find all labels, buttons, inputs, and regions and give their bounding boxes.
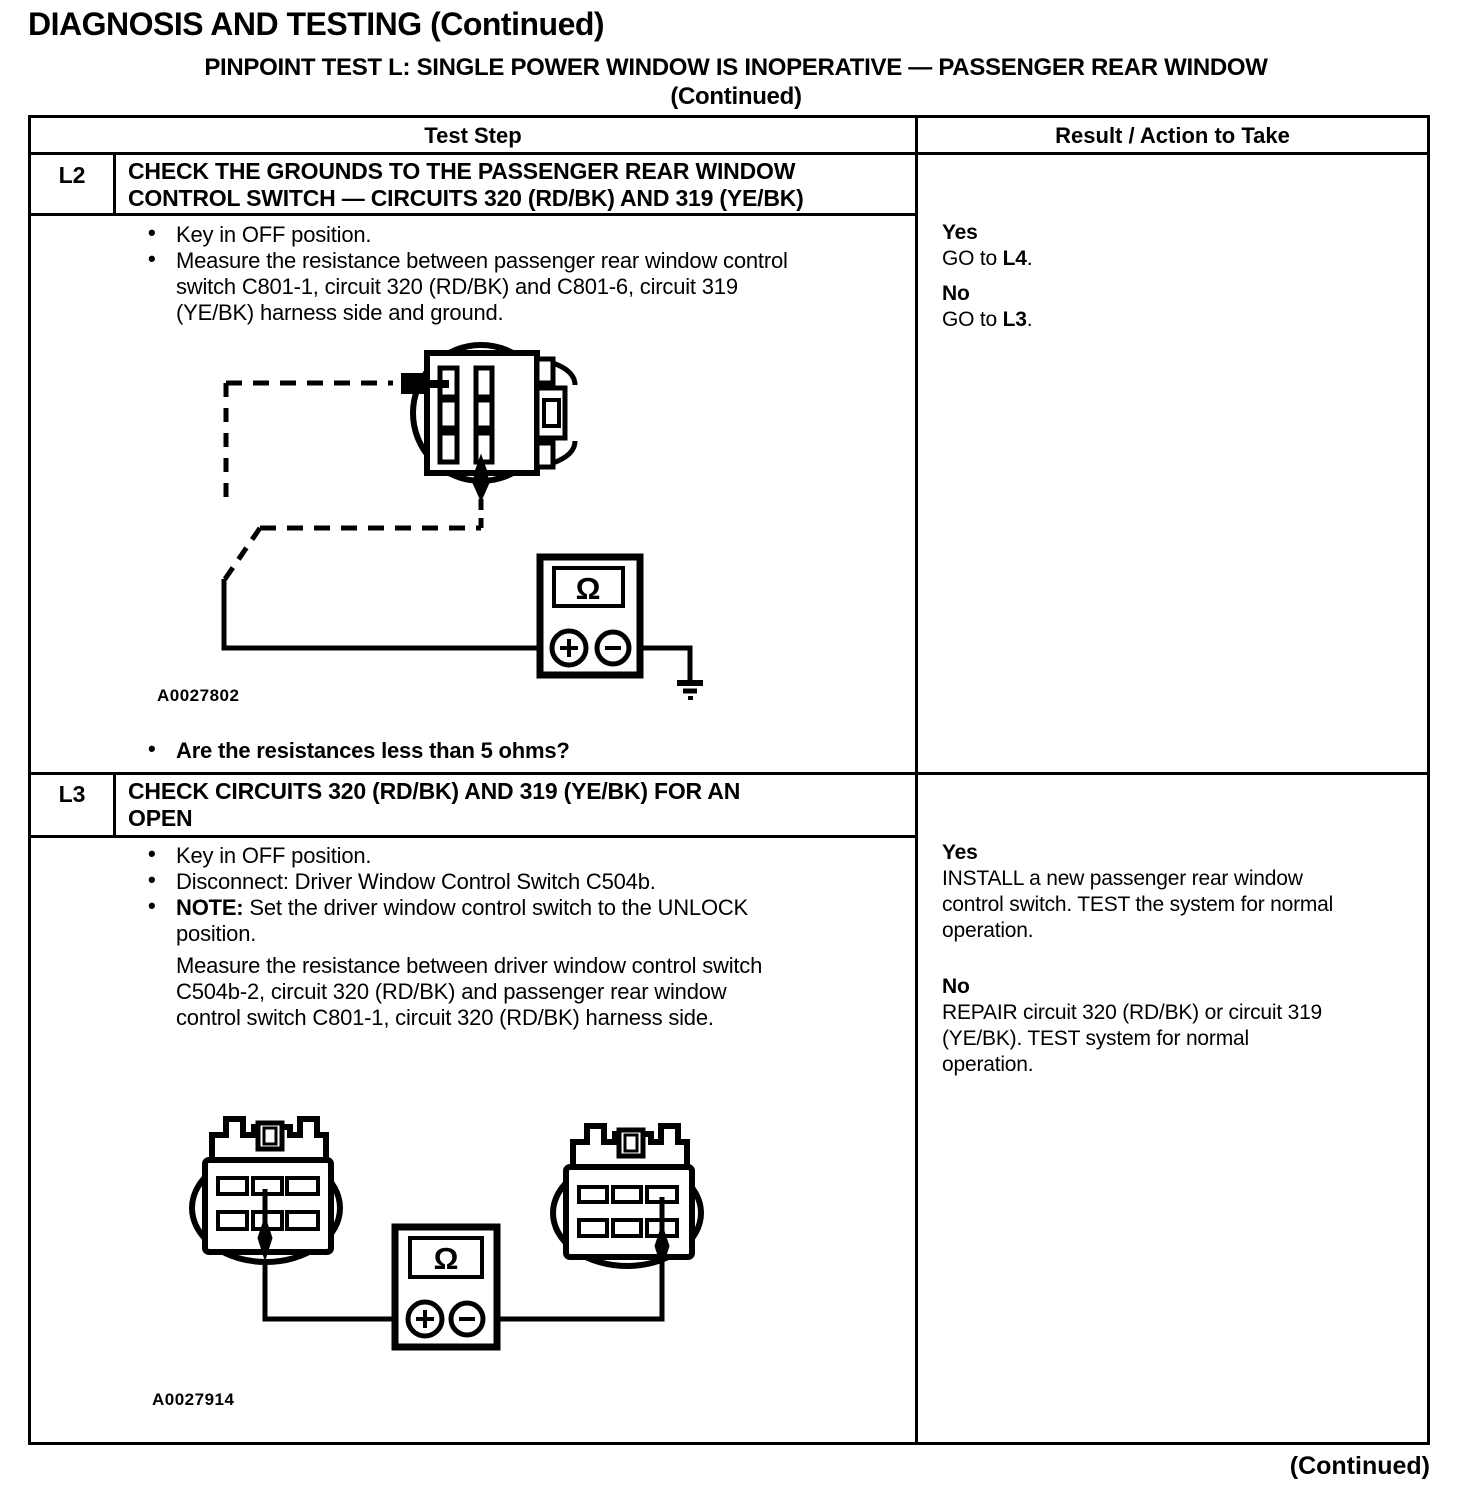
l2-id-divider: [113, 155, 116, 216]
ground-symbol-icon: [640, 648, 703, 698]
header-separator: [31, 152, 1427, 155]
ohmmeter: [395, 1227, 497, 1347]
l3-step-id: L3: [58, 781, 86, 807]
pinpoint-test-subtitle: PINPOINT TEST L: SINGLE POWER WINDOW IS INOPERATIVE — PASSENGER REAR WINDOW: [204, 54, 1268, 81]
ohm-symbol: Ω: [433, 1241, 459, 1276]
l3-para-line1: Measure the resistance between driver window control switch: [176, 953, 763, 978]
page-title: DIAGNOSIS AND TESTING (Continued): [28, 6, 605, 42]
l3-bullet2: Disconnect: Driver Window Control Switch C504b.: [176, 869, 656, 894]
l2-result-yes-action: GO to L4.: [942, 247, 1033, 270]
bullet-icon: •: [148, 220, 156, 245]
l3-title-line1: CHECK CIRCUITS 320 (RD/BK) AND 319 (YE/BK) FOR AN: [128, 778, 741, 804]
l2-title-line1: CHECK THE GROUNDS TO THE PASSENGER REAR WINDOW: [128, 158, 796, 184]
connector-c801-front-view: [553, 1126, 701, 1266]
l3-result-yes-line3: operation.: [942, 919, 1034, 942]
row-separator: [31, 772, 1427, 775]
ohm-symbol: Ω: [575, 571, 601, 606]
column-header-result-action: Result / Action to Take: [1055, 123, 1290, 148]
l3-continuity-test-diagram: [180, 1105, 720, 1355]
l2-bullet2-line2: switch C801-1, circuit 320 (RD/BK) and C801-6, circuit 319: [176, 274, 738, 299]
bullet-icon: •: [148, 893, 156, 918]
l2-ground-test-diagram: [188, 343, 708, 708]
figure-number: A0027914: [152, 1390, 235, 1409]
l3-result-yes-label: Yes: [942, 841, 978, 864]
connector-c801-rear-view: [413, 345, 575, 481]
pinpoint-test-subtitle-continued: (Continued): [670, 83, 802, 110]
l3-title-line2: OPEN: [128, 805, 193, 831]
l3-step-title: [128, 778, 918, 832]
l2-bullet2-line1: Measure the resistance between passenger rear window control: [176, 248, 788, 273]
l3-title-separator: [31, 835, 915, 838]
column-header-test-step: Test Step: [424, 123, 522, 148]
l3-note-line2: position.: [176, 921, 257, 946]
l2-bullet1: Key in OFF position.: [176, 222, 372, 247]
bullet-icon: •: [148, 867, 156, 892]
l2-result-yes-label: Yes: [942, 221, 978, 244]
bullet-icon: •: [148, 736, 156, 761]
page-footer-continued: (Continued): [1289, 1452, 1430, 1480]
l3-id-divider: [113, 775, 116, 835]
ohmmeter: [540, 557, 640, 675]
l3-para-line3: control switch C801-1, circuit 320 (RD/BK) harness side.: [176, 1005, 714, 1030]
figure-number: A0027802: [157, 686, 240, 705]
l3-para-line2: C504b-2, circuit 320 (RD/BK) and passenger rear window: [176, 979, 727, 1004]
l2-title-line2: CONTROL SWITCH — CIRCUITS 320 (RD/BK) AND 319 (YE/BK): [128, 185, 804, 211]
bullet-icon: •: [148, 841, 156, 866]
l2-step-title: [128, 158, 918, 212]
bullet-icon: •: [148, 246, 156, 271]
pinpoint-test-table: [28, 115, 1430, 1445]
l3-result-no-line2: (YE/BK). TEST system for normal: [942, 1027, 1249, 1050]
l3-result-no-line1: REPAIR circuit 320 (RD/BK) or circuit 319: [942, 1001, 1323, 1024]
l2-result-no-label: No: [942, 282, 970, 305]
l2-title-separator: [31, 213, 915, 216]
l2-bullet2-line3: (YE/BK) harness side and ground.: [176, 300, 504, 325]
l3-note-line1: NOTE: Set the driver window control switch to the UNLOCK: [176, 895, 749, 920]
l3-result-yes-line1: INSTALL a new passenger rear window: [942, 867, 1303, 890]
l2-step-id: L2: [58, 162, 86, 188]
l3-result-no-line3: operation.: [942, 1053, 1034, 1076]
l2-result-no-action: GO to L3.: [942, 308, 1033, 331]
l3-result-yes-line2: control switch. TEST the system for normal: [942, 893, 1334, 916]
l3-result-no-label: No: [942, 975, 970, 998]
l2-question: Are the resistances less than 5 ohms?: [176, 738, 570, 763]
l3-bullet1: Key in OFF position.: [176, 843, 372, 868]
